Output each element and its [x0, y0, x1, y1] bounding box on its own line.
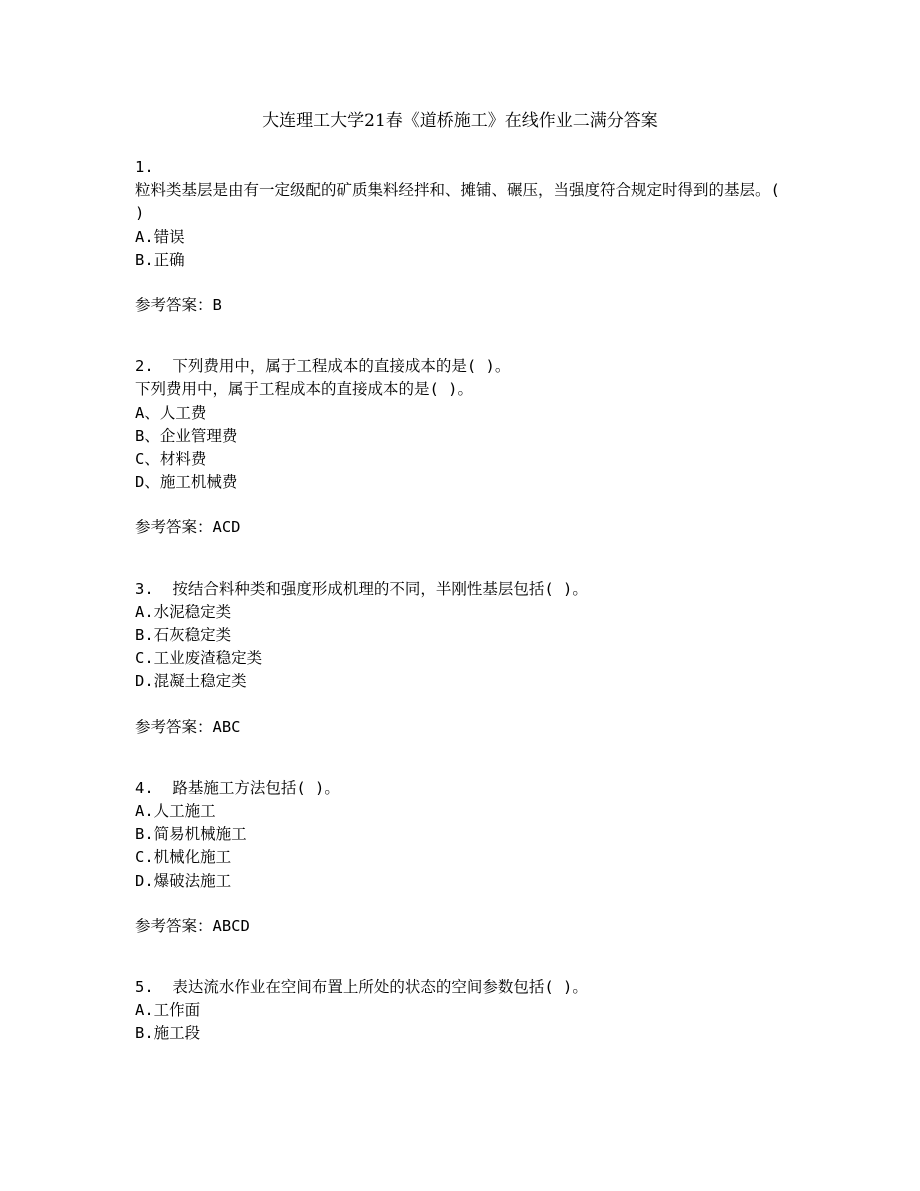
option-d: D.混凝土稳定类 [135, 672, 247, 691]
question-list [135, 156, 795, 1084]
question-3 [135, 578, 795, 739]
question-title: 2. 下列费用中，属于工程成本的直接成本的是( )。 [135, 357, 511, 376]
document-title: 大连理工大学21春《道桥施工》在线作业二满分答案 [262, 111, 658, 131]
option-d: D、施工机械费 [135, 473, 238, 492]
question-4 [135, 777, 795, 938]
answer-line: 参考答案：ACD [135, 518, 241, 537]
option-c: C.机械化施工 [135, 848, 232, 867]
answer-line: 参考答案：ABC [135, 717, 241, 736]
option-c: C、材料费 [135, 450, 207, 469]
option-b: B.正确 [135, 250, 185, 269]
option-a: A.工作面 [135, 1001, 201, 1020]
question-stem: 粒料类基层是由有一定级配的矿质集料经拌和、摊铺、碾压，当强度符合规定时得到的基层。( ) [135, 181, 780, 223]
option-b: B.石灰稳定类 [135, 626, 232, 645]
option-a: A.人工施工 [135, 802, 216, 821]
question-title: 3. 按结合料种类和强度形成机理的不同，半刚性基层包括( )。 [135, 579, 588, 598]
option-a: A.水泥稳定类 [135, 602, 232, 621]
option-b: B、企业管理费 [135, 426, 238, 445]
question-title: 5. 表达流水作业在空间布置上所处的状态的空间参数包括( )。 [135, 978, 588, 997]
option-c: C.工业废渣稳定类 [135, 649, 263, 668]
question-5 [135, 976, 795, 1046]
option-a: A.错误 [135, 227, 185, 246]
question-stem: 下列费用中，属于工程成本的直接成本的是( )。 [135, 380, 473, 399]
option-b: B.施工段 [135, 1024, 201, 1043]
question-number: 1. [135, 158, 154, 176]
option-d: D.爆破法施工 [135, 871, 232, 890]
question-1 [135, 156, 795, 317]
answer-line: 参考答案：B [135, 296, 222, 315]
question-title: 4. 路基施工方法包括( )。 [135, 778, 340, 797]
option-b: B.简易机械施工 [135, 825, 247, 844]
option-a: A、人工费 [135, 403, 207, 422]
question-2 [135, 355, 795, 539]
answer-line: 参考答案：ABCD [135, 916, 250, 935]
